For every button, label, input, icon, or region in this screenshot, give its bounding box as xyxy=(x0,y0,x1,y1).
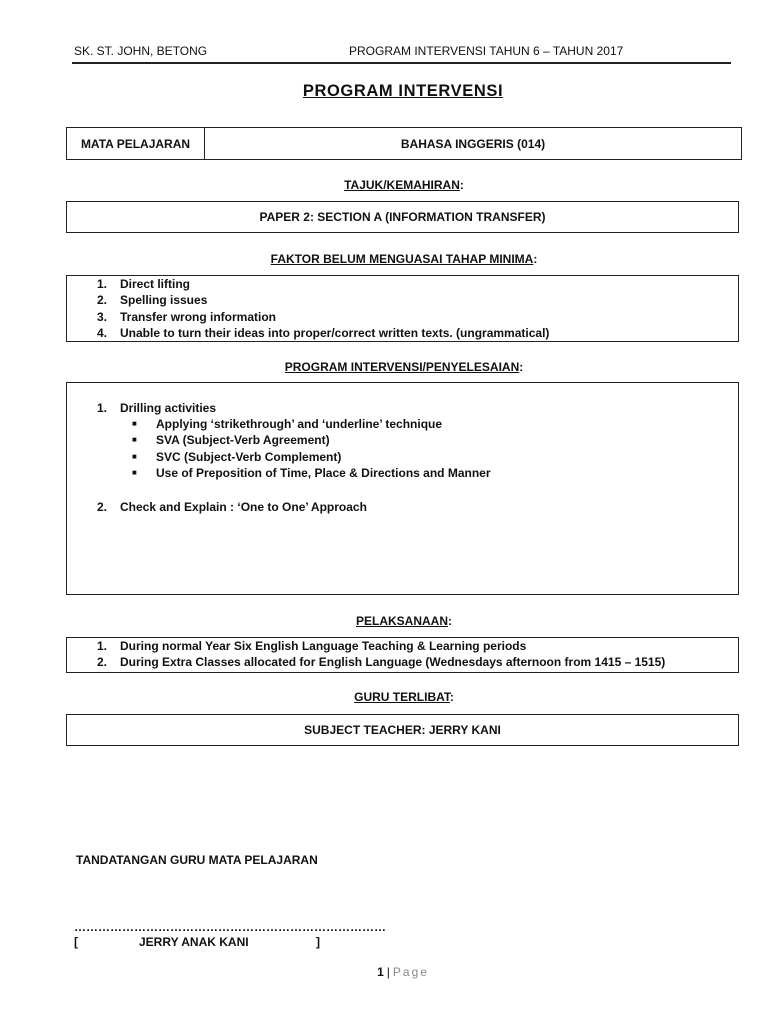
page-number: 1 xyxy=(377,965,384,979)
factors-list xyxy=(67,276,738,341)
factors-heading: FAKTOR BELUM MENGUASAI TAHAP MINIMA: xyxy=(270,252,538,266)
bullet-square-icon: ■ xyxy=(132,419,137,428)
intervention-heading-text: PROGRAM INTERVENSI/PENYELESAIAN xyxy=(284,360,520,374)
list-number: 2. xyxy=(97,500,108,514)
list-text: Transfer wrong information xyxy=(120,309,277,324)
list-item xyxy=(67,499,738,515)
page-separator: | xyxy=(386,965,390,979)
page-footer xyxy=(0,965,768,979)
factors-heading-text: FAKTOR BELUM MENGUASAI TAHAP MINIMA xyxy=(270,252,534,266)
list-item xyxy=(67,309,738,325)
topic-value: PAPER 2: SECTION A (INFORMATION TRANSFER) xyxy=(259,210,546,224)
bullet-square-icon: ■ xyxy=(132,435,137,445)
list-text: During normal Year Six English Language Teaching & Learning periods xyxy=(120,639,527,653)
program-year: PROGRAM INTERVENSI TAHUN 6 – TAHUN 2017 xyxy=(349,44,624,58)
signatory-name: JERRY ANAK KANI xyxy=(139,935,249,949)
list-text: Unable to turn their ideas into proper/correct written texts. (ungrammatical) xyxy=(120,325,550,340)
list-text: Spelling issues xyxy=(120,293,208,308)
school-name: SK. ST. JOHN, BETONG xyxy=(74,44,208,58)
document-title: PROGRAM INTERVENSI xyxy=(302,82,504,100)
implementation-heading-text: PELAKSANAAN xyxy=(355,614,448,628)
bullet-text: Use of Preposition of Time, Place & Directions and Manner xyxy=(156,465,491,480)
bullet-item xyxy=(80,465,717,481)
list-item xyxy=(67,325,738,341)
teachers-heading-text: GURU TERLIBAT xyxy=(354,690,450,704)
bullet-text: SVA (Subject-Verb Agreement) xyxy=(156,433,330,448)
list-number: 1. xyxy=(97,277,108,291)
close-bracket: ] xyxy=(316,935,320,949)
list-text: During Extra Classes allocated for English Language (Wednesdays afternoon from 1415 – 1515) xyxy=(120,655,666,670)
factors-box xyxy=(66,275,739,342)
list-number: 4. xyxy=(97,325,108,340)
intervention-list xyxy=(67,400,738,416)
bullet-item xyxy=(80,416,717,432)
bullet-text: Applying ‘strikethrough’ and ‘underline’ technique xyxy=(156,417,443,431)
implementation-heading: PELAKSANAAN: xyxy=(355,614,452,628)
list-number: 2. xyxy=(97,655,108,670)
list-item xyxy=(67,292,738,308)
list-number: 1. xyxy=(97,639,108,653)
implementation-list xyxy=(67,638,738,671)
bullet-item xyxy=(80,432,717,448)
subject-table xyxy=(66,127,742,160)
topic-heading-text: TAJUK/KEMAHIRAN xyxy=(344,178,460,192)
list-text: Check and Explain : ‘One to One’ Approach xyxy=(120,500,367,514)
topic-box xyxy=(66,201,739,233)
topic-heading: TAJUK/KEMAHIRAN: xyxy=(344,178,464,192)
signature-label: TANDATANGAN GURU MATA PELAJARAN xyxy=(76,853,318,867)
list-item xyxy=(67,400,738,416)
intervention-list-2 xyxy=(67,499,738,515)
page-header xyxy=(72,44,732,62)
open-bracket: [ xyxy=(74,935,78,949)
teachers-value: SUBJECT TEACHER: JERRY KANI xyxy=(304,723,501,737)
bullet-item xyxy=(80,449,717,465)
intervention-heading: PROGRAM INTERVENSI/PENYELESAIAN: xyxy=(284,360,524,374)
list-number: 1. xyxy=(97,401,108,415)
intervention-bullets xyxy=(80,416,717,481)
subject-label: MATA PELAJARAN xyxy=(67,128,205,159)
subject-value: BAHASA INGGERIS (014) xyxy=(400,136,546,151)
bullet-square-icon: ■ xyxy=(132,451,137,461)
bullet-square-icon: ■ xyxy=(132,467,137,477)
header-divider xyxy=(72,62,731,64)
teachers-heading: GURU TERLIBAT: xyxy=(354,690,454,704)
page-word: Page xyxy=(392,965,429,979)
list-item xyxy=(67,654,738,670)
list-item xyxy=(67,638,738,654)
teachers-box xyxy=(66,714,739,746)
bullet-text: SVC (Subject-Verb Complement) xyxy=(156,449,342,464)
implementation-box xyxy=(66,637,739,673)
list-number: 2. xyxy=(97,293,108,308)
list-number: 3. xyxy=(97,309,108,324)
signature-dotted-line: …………………………………………………………………… xyxy=(74,920,386,934)
list-item xyxy=(67,276,738,292)
intervention-box xyxy=(66,382,739,595)
list-text: Direct lifting xyxy=(120,277,191,291)
list-text: Drilling activities xyxy=(120,401,217,415)
